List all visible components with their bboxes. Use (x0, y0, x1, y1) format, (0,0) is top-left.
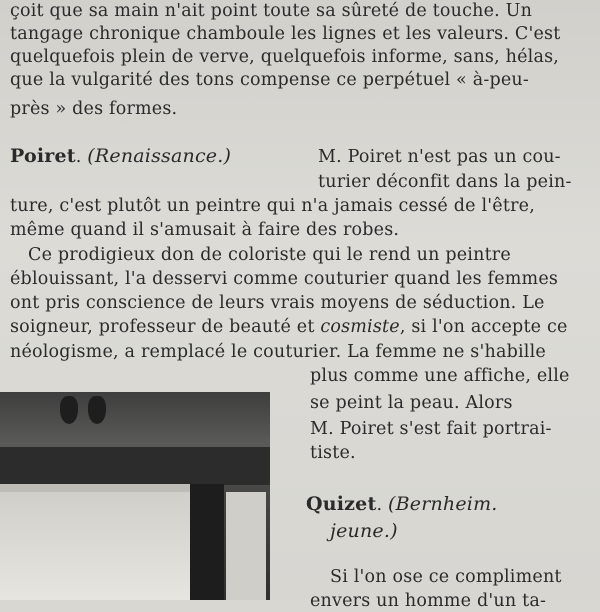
text-line: tiste. (310, 443, 356, 463)
photo-pane (226, 492, 266, 600)
poiret-name: Poiret (10, 145, 76, 167)
text-line: Ce prodigieux don de coloriste qui le rend un peintre (28, 245, 511, 265)
text-line: Si l'on ose ce compliment (330, 567, 562, 587)
text-line: M. Poiret s'est fait portrai- (310, 419, 552, 439)
quizet-heading: Quizet. (Bernheim. (306, 493, 498, 515)
poiret-source: (Renaissance.) (87, 145, 232, 167)
photo-post (190, 484, 224, 600)
text-line: plus comme une affiche, elle (310, 366, 570, 386)
text-line: M. Poiret n'est pas un cou- (318, 147, 561, 167)
text-line: ture, c'est plutôt un peintre qui n'a jamais cessé de l'être, (10, 196, 535, 216)
text-line: éblouissant, l'a desservi comme couturier quand les femmes (10, 269, 559, 289)
lamp-fixture (60, 396, 78, 424)
text-line: tangage chronique chamboule les lignes et les valeurs. C'est (10, 24, 561, 44)
text-line: çoit que sa main n'ait point toute sa sûreté de touche. Un (10, 1, 533, 21)
lamp-fixture (88, 396, 106, 424)
photo-window (0, 492, 190, 600)
text-line: quelquefois plein de verve, quelquefois informe, sans, hélas, (10, 47, 560, 67)
poiret-heading: Poiret. (Renaissance.) (10, 145, 232, 167)
cosmiste-word: cosmiste (320, 317, 400, 337)
photo-beam (0, 447, 270, 485)
photo-sill (0, 484, 190, 492)
quizet-source: (Bernheim. (387, 493, 498, 515)
text-span: , si l'on accepte ce (399, 317, 568, 337)
text-span: soigneur, professeur de beauté et (10, 317, 321, 337)
interior-photograph (0, 392, 270, 600)
text-line: près » des formes. (10, 99, 178, 119)
text-line: se peint la peau. Alors (310, 393, 513, 413)
text-line: que la vulgarité des tons compense ce perpétuel « à-peu- (10, 70, 530, 90)
text-line: envers un homme d'un ta- (310, 591, 547, 611)
text-line (10, 316, 568, 338)
text-line: même quand il s'amusait à faire des robes. (10, 220, 400, 240)
quizet-name: Quizet (306, 493, 377, 515)
quizet-source-cont: jeune.) (330, 520, 398, 542)
text-line: turier déconfit dans la pein- (318, 172, 572, 192)
text-line: ont pris conscience de leurs vrais moyens de séduction. Le (10, 293, 545, 313)
text-line: néologisme, a remplacé le couturier. La femme ne s'habille (10, 342, 546, 362)
